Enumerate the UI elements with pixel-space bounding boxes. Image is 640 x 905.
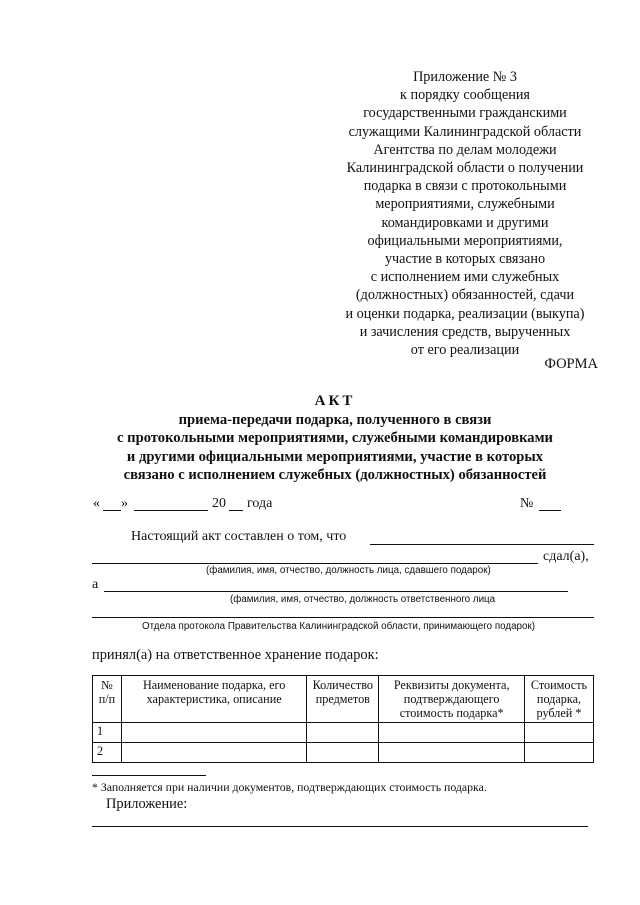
table-header-row <box>93 676 594 723</box>
appendix-line: подарка в связи с протокольными <box>363 178 567 195</box>
appendix-line: государственными гражданскими <box>363 105 567 122</box>
appendix-line: служащими Калининградской области <box>348 123 582 140</box>
title-line: и другими официальными мероприятиями, участие в которых <box>126 448 544 465</box>
appendix-line: от его реализации <box>410 342 520 359</box>
title-line: приема-передачи подарка, полученного в связи <box>178 411 492 428</box>
footnote-separator <box>92 775 206 776</box>
appendix-line: командировками и другими <box>381 214 549 231</box>
appendix-line: официальными мероприятиями, <box>367 232 563 249</box>
year-suffix: года <box>247 496 273 511</box>
date-quote-close: » <box>121 496 128 511</box>
table-cell-document[interactable] <box>379 743 525 763</box>
table-cell-name[interactable] <box>121 723 306 743</box>
appendix-header <box>330 68 600 359</box>
footnote-text: * Заполняется при наличии документов, подтверждающих стоимость подарка. <box>92 780 487 794</box>
year-prefix: 20 <box>212 496 226 511</box>
month-blank[interactable] <box>134 510 208 511</box>
department-blank[interactable] <box>92 617 594 618</box>
appendix-line: мероприятиями, служебными <box>375 196 555 213</box>
appendix-line: Калининградской области о получении <box>346 160 584 177</box>
table-cell-cost[interactable] <box>525 723 594 743</box>
date-quote-open: « <box>93 496 100 511</box>
appendix-line: к порядку сообщения <box>400 87 530 104</box>
title-line: связано с исполнением служебных (должностных) обязанностей <box>123 467 547 483</box>
column-header-number: № п/п <box>93 676 122 723</box>
appendix-line: и зачисления средств, вырученных <box>359 323 571 340</box>
gift-table <box>92 675 594 763</box>
intro-blank[interactable] <box>370 544 594 545</box>
table-row <box>93 723 594 743</box>
column-header-document: Реквизиты документа, подтверждающего стоимость подарка* <box>379 676 525 723</box>
handed-text: сдал(а), <box>543 549 589 564</box>
table-cell-name[interactable] <box>121 743 306 763</box>
attachment-blank[interactable] <box>92 826 588 827</box>
intro-text: Настоящий акт составлен о том, что <box>131 529 347 544</box>
appendix-line: Агентства по делам молодежи <box>373 141 557 158</box>
appendix-line: (должностных) обязанностей, сдачи <box>355 287 575 304</box>
accepted-text: принял(а) на ответственное хранение подарок: <box>92 647 379 663</box>
giver-blank[interactable] <box>92 563 538 564</box>
table-cell-document[interactable] <box>379 723 525 743</box>
attachment-label: Приложение: <box>106 796 188 812</box>
appendix-line: и оценки подарка, реализации (выкупа) <box>345 305 585 322</box>
receiver-blank[interactable] <box>104 591 568 592</box>
column-header-cost: Стоимость подарка, рублей * <box>525 676 594 723</box>
title-line: с протокольными мероприятиями, служебными командировками <box>117 430 553 446</box>
table-row <box>93 743 594 763</box>
column-header-quantity: Количество предметов <box>307 676 379 723</box>
appendix-line: участие в которых связано <box>384 251 546 268</box>
day-blank[interactable] <box>103 510 121 511</box>
table-cell-quantity[interactable] <box>307 723 379 743</box>
giver-caption: (фамилия, имя, отчество, должность лица, сдавшего подарок) <box>206 565 491 576</box>
appendix-line: с исполнением ими служебных <box>370 269 560 286</box>
year-blank[interactable] <box>229 510 243 511</box>
table-cell-cost[interactable] <box>525 743 594 763</box>
table-cell-quantity[interactable] <box>307 743 379 763</box>
column-header-name: Наименование подарка, его характеристика, описание <box>121 676 306 723</box>
table-cell-number: 1 <box>93 723 122 743</box>
department-caption: Отдела протокола Правительства Калининградской области, принимающего подарок) <box>142 621 535 632</box>
number-label: № <box>520 496 534 511</box>
table-cell-number: 2 <box>93 743 122 763</box>
receiver-caption: (фамилия, имя, отчество, должность ответственного лица <box>230 594 496 605</box>
form-label: ФОРМА <box>544 356 598 372</box>
akt-heading: АКТ <box>314 393 356 409</box>
and-letter: а <box>92 577 99 592</box>
appendix-line: Приложение № 3 <box>413 69 517 85</box>
document-title <box>90 392 580 485</box>
number-blank[interactable] <box>539 510 561 511</box>
